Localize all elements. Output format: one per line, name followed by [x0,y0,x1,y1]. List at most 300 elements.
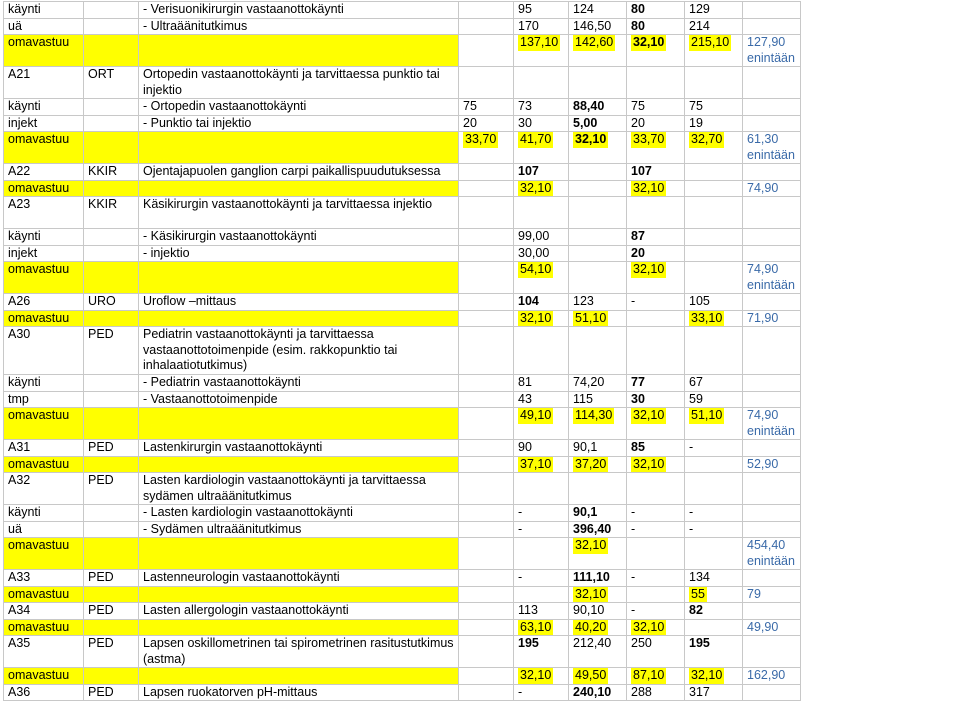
value-col-1 [459,229,514,246]
copay-value: 137,10 [520,35,559,49]
value-col-1 [459,456,514,473]
row-code: A34 [4,603,84,620]
value-col-4: 87 [627,229,685,246]
max-copay [743,505,801,522]
copay-row [4,132,958,164]
value-col-3: 90,1 [569,440,627,457]
value-col-3: 124 [569,2,627,19]
row-code: A33 [4,570,84,587]
row-code: omavastuu [4,310,84,327]
copay-value: 32,10 [633,35,665,49]
row-description: Lasten allergologin vastaanottokäynti [139,603,459,620]
row-description: - Pediatrin vastaanottokäynti [139,375,459,392]
value-col-5: 59 [685,391,743,408]
row-description [139,668,459,685]
value-col-2: 30 [514,115,569,132]
value-col-2 [514,35,569,67]
value-col-2: 43 [514,391,569,408]
value-col-2 [514,180,569,197]
row-dept [84,619,139,636]
row-description [139,538,459,570]
value-col-4: 107 [627,164,685,181]
value-col-3 [569,538,627,570]
value-col-4: - [627,603,685,620]
row-code: A21 [4,67,84,99]
value-col-1 [459,18,514,35]
value-col-4: 85 [627,440,685,457]
copay-row [4,35,958,67]
value-col-4 [627,180,685,197]
row-dept [84,262,139,294]
value-col-2: 104 [514,294,569,311]
row-dept: KKIR [84,164,139,181]
value-col-5: 67 [685,375,743,392]
max-copay: 162,90 [743,668,801,685]
row-code: omavastuu [4,35,84,67]
row-dept [84,2,139,19]
value-col-2 [514,327,569,375]
table-row [4,505,958,522]
copay-value: 40,20 [575,619,607,634]
max-copay [743,375,801,392]
max-copay: 454,40 enintään [743,538,801,570]
max-copay: 49,90 [743,619,801,636]
copay-value: 63,10 [520,619,552,634]
table-row [4,229,958,246]
copay-value: 32,10 [633,619,665,634]
value-col-5: 19 [685,115,743,132]
copay-value: 33,70 [465,132,497,146]
copay-value: 51,10 [575,310,607,325]
max-copay [743,67,801,99]
row-code: omavastuu [4,586,84,603]
row-description [139,456,459,473]
row-description: Ortopedin vastaanottokäynti ja tarvittaessa punktio tai injektio [139,67,459,99]
max-copay [743,570,801,587]
value-col-5 [685,180,743,197]
max-copay [743,391,801,408]
row-code: A23 [4,197,84,229]
value-col-5: 134 [685,570,743,587]
max-copay [743,164,801,181]
value-col-2: 95 [514,2,569,19]
value-col-3 [569,245,627,262]
copay-value: 32,10 [633,456,665,471]
row-code: omavastuu [4,262,84,294]
value-col-5 [685,245,743,262]
value-col-2 [514,668,569,685]
value-col-3: 212,40 [569,636,627,668]
value-col-2 [514,586,569,603]
max-copay [743,440,801,457]
row-code: uä [4,521,84,538]
value-col-3 [569,164,627,181]
value-col-1 [459,473,514,505]
row-description: - Vastaanottotoimenpide [139,391,459,408]
value-col-1 [459,294,514,311]
value-col-5 [685,164,743,181]
value-col-5 [685,619,743,636]
table-row [4,603,958,620]
value-col-5 [685,538,743,570]
max-copay: 74,90 enintään [743,408,801,440]
max-copay [743,229,801,246]
copay-row [4,310,958,327]
row-description: Käsikirurgin vastaanottokäynti ja tarvittaessa injektio [139,197,459,229]
copay-value: 32,10 [520,180,552,195]
row-code: injekt [4,245,84,262]
copay-value: 49,50 [575,668,607,682]
row-dept: ORT [84,67,139,99]
row-dept: PED [84,473,139,505]
copay-value: 32,10 [633,180,665,195]
row-code: uä [4,18,84,35]
value-col-4: - [627,570,685,587]
value-col-1 [459,391,514,408]
value-col-3 [569,197,627,229]
row-code: omavastuu [4,456,84,473]
row-description [139,586,459,603]
value-col-4 [627,668,685,685]
copay-row [4,180,958,197]
value-col-4: - [627,505,685,522]
value-col-5: 214 [685,18,743,35]
value-col-5: 105 [685,294,743,311]
max-copay [743,521,801,538]
value-col-1 [459,35,514,67]
value-col-5 [685,586,743,603]
value-col-1 [459,164,514,181]
value-col-2: 170 [514,18,569,35]
copay-value: 32,10 [633,408,665,422]
value-col-1 [459,327,514,375]
value-col-2 [514,619,569,636]
value-col-1 [459,538,514,570]
row-code: käynti [4,505,84,522]
max-copay [743,327,801,375]
value-col-3: 396,40 [569,521,627,538]
row-code: A31 [4,440,84,457]
value-col-2: - [514,570,569,587]
table-row [4,327,958,375]
copay-row [4,668,958,685]
row-dept [84,310,139,327]
copay-value: 87,10 [633,668,665,682]
max-copay: 79 [743,586,801,603]
value-col-3: 111,10 [569,570,627,587]
value-col-5 [685,456,743,473]
row-code: omavastuu [4,408,84,440]
row-description: - Lasten kardiologin vastaanottokäynti [139,505,459,522]
value-col-3 [569,35,627,67]
row-code: A26 [4,294,84,311]
value-col-5 [685,67,743,99]
value-col-2: 99,00 [514,229,569,246]
row-dept [84,35,139,67]
value-col-2: 107 [514,164,569,181]
value-col-4 [627,586,685,603]
table-row [4,164,958,181]
copay-value: 32,10 [575,586,607,601]
row-dept [84,521,139,538]
copay-value: 32,10 [575,132,607,146]
max-copay: 74,90 enintään [743,262,801,294]
value-col-1 [459,2,514,19]
value-col-1 [459,570,514,587]
row-description: Pediatrin vastaanottokäynti ja tarvittaessa vastaanottotoimenpide (esim. rakkopunktio tai inhalaatiotutkimus) [139,327,459,375]
table-row [4,521,958,538]
table-row [4,197,958,229]
value-col-2: 195 [514,636,569,668]
value-col-4 [627,456,685,473]
value-col-4 [627,619,685,636]
row-dept [84,408,139,440]
value-col-1 [459,375,514,392]
max-copay [743,603,801,620]
copay-value: 32,10 [520,668,552,682]
row-description: - Punktio tai injektio [139,115,459,132]
value-col-1 [459,619,514,636]
copay-row [4,262,958,294]
value-col-1 [459,684,514,701]
max-copay [743,636,801,668]
value-col-5 [685,327,743,375]
copay-value: 55 [691,586,705,601]
row-code: tmp [4,391,84,408]
value-col-3: 90,10 [569,603,627,620]
value-col-1 [459,310,514,327]
table-row [4,245,958,262]
max-copay [743,115,801,132]
value-col-4: 20 [627,245,685,262]
value-col-4 [627,197,685,229]
row-description: Lasten kardiologin vastaanottokäynti ja tarvittaessa sydämen ultraäänitutkimus [139,473,459,505]
value-col-3: 115 [569,391,627,408]
value-col-2: 90 [514,440,569,457]
row-dept [84,132,139,164]
row-dept: PED [84,603,139,620]
value-col-5: 129 [685,2,743,19]
value-col-5 [685,668,743,685]
copay-value: 37,20 [575,456,607,471]
value-col-4 [627,310,685,327]
value-col-4 [627,35,685,67]
max-copay [743,197,801,229]
row-code: A30 [4,327,84,375]
value-col-4: 20 [627,115,685,132]
value-col-1 [459,668,514,685]
value-col-3 [569,619,627,636]
value-col-2 [514,408,569,440]
row-dept: PED [84,327,139,375]
value-col-4: 75 [627,99,685,116]
value-col-1 [459,245,514,262]
copay-value: 51,10 [691,408,723,422]
value-col-5 [685,262,743,294]
value-col-3: 5,00 [569,115,627,132]
row-description [139,619,459,636]
value-col-3: 123 [569,294,627,311]
value-col-5 [685,310,743,327]
row-code: käynti [4,375,84,392]
value-col-5: - [685,505,743,522]
row-dept [84,586,139,603]
table-row [4,67,958,99]
value-col-4: - [627,521,685,538]
row-code: käynti [4,2,84,19]
max-copay [743,245,801,262]
value-col-1 [459,197,514,229]
row-code: omavastuu [4,132,84,164]
copay-value: 33,70 [633,132,665,146]
value-col-2 [514,132,569,164]
value-col-2 [514,310,569,327]
max-copay: 61,30 enintään [743,132,801,164]
value-col-2: - [514,684,569,701]
table-row [4,636,958,668]
value-col-3: 74,20 [569,375,627,392]
max-copay: 52,90 [743,456,801,473]
row-code: A36 [4,684,84,701]
copay-row [4,456,958,473]
value-col-1 [459,586,514,603]
row-description [139,35,459,67]
value-col-2: 73 [514,99,569,116]
row-code: omavastuu [4,538,84,570]
value-col-1: 20 [459,115,514,132]
value-col-3: 240,10 [569,684,627,701]
value-col-1 [459,67,514,99]
row-dept: URO [84,294,139,311]
copay-value: 54,10 [520,262,552,276]
value-col-3 [569,586,627,603]
fee-table-body [4,2,958,701]
row-description: - Ortopedin vastaanottokäynti [139,99,459,116]
row-dept [84,115,139,132]
value-col-3 [569,310,627,327]
row-dept: PED [84,636,139,668]
value-col-5 [685,35,743,67]
row-code: A35 [4,636,84,668]
value-col-1 [459,603,514,620]
value-col-5 [685,229,743,246]
value-col-2: - [514,505,569,522]
value-col-5: 195 [685,636,743,668]
value-col-4: 288 [627,684,685,701]
value-col-5: - [685,521,743,538]
value-col-4 [627,408,685,440]
row-description: - Käsikirurgin vastaanottokäynti [139,229,459,246]
row-dept [84,99,139,116]
row-description [139,180,459,197]
value-col-1 [459,408,514,440]
value-col-1: 75 [459,99,514,116]
row-code: injekt [4,115,84,132]
value-col-5: 75 [685,99,743,116]
max-copay [743,294,801,311]
row-code: omavastuu [4,619,84,636]
row-dept: PED [84,684,139,701]
value-col-2 [514,456,569,473]
value-col-5 [685,132,743,164]
row-code: A22 [4,164,84,181]
table-row [4,570,958,587]
table-row [4,391,958,408]
copay-value: 215,10 [691,35,730,49]
value-col-3: 90,1 [569,505,627,522]
row-dept [84,391,139,408]
value-col-3: 146,50 [569,18,627,35]
value-col-1 [459,262,514,294]
value-col-2 [514,262,569,294]
value-col-2 [514,538,569,570]
value-col-3 [569,180,627,197]
copay-row [4,586,958,603]
copay-value: 41,70 [520,132,552,146]
value-col-3 [569,668,627,685]
row-dept [84,180,139,197]
value-col-3 [569,473,627,505]
table-row [4,473,958,505]
table-row [4,440,958,457]
value-col-4 [627,327,685,375]
copay-value: 37,10 [520,456,552,471]
max-copay [743,99,801,116]
row-dept: KKIR [84,197,139,229]
table-row [4,684,958,701]
max-copay [743,18,801,35]
row-dept [84,668,139,685]
row-code: käynti [4,229,84,246]
table-row [4,18,958,35]
max-copay [743,473,801,505]
row-dept [84,505,139,522]
row-description: - Ultraäänitutkimus [139,18,459,35]
value-col-2 [514,473,569,505]
max-copay [743,2,801,19]
value-col-5: 317 [685,684,743,701]
max-copay: 71,90 [743,310,801,327]
row-code: A32 [4,473,84,505]
value-col-4 [627,473,685,505]
value-col-4: 30 [627,391,685,408]
value-col-2 [514,197,569,229]
row-description: - Sydämen ultraäänitutkimus [139,521,459,538]
copay-value: 32,10 [575,538,607,552]
value-col-5 [685,197,743,229]
copay-value: 32,10 [691,668,723,682]
row-description [139,132,459,164]
value-col-1 [459,505,514,522]
value-col-4: 77 [627,375,685,392]
copay-value: 32,70 [691,132,723,146]
value-col-5 [685,408,743,440]
row-description: Lastenneurologin vastaanottokäynti [139,570,459,587]
value-col-3 [569,327,627,375]
value-col-3 [569,456,627,473]
row-description: - Verisuonikirurgin vastaanottokäynti [139,2,459,19]
copay-value: 114,30 [575,408,613,422]
value-col-4 [627,262,685,294]
row-code: omavastuu [4,180,84,197]
row-description: Lapsen ruokatorven pH-mittaus [139,684,459,701]
copay-value: 32,10 [520,310,552,325]
copay-value: 49,10 [520,408,552,422]
row-description: Uroflow –mittaus [139,294,459,311]
value-col-5 [685,473,743,505]
row-description: Lapsen oskillometrinen tai spirometrinen rasitustutkimus (astma) [139,636,459,668]
value-col-1 [459,521,514,538]
